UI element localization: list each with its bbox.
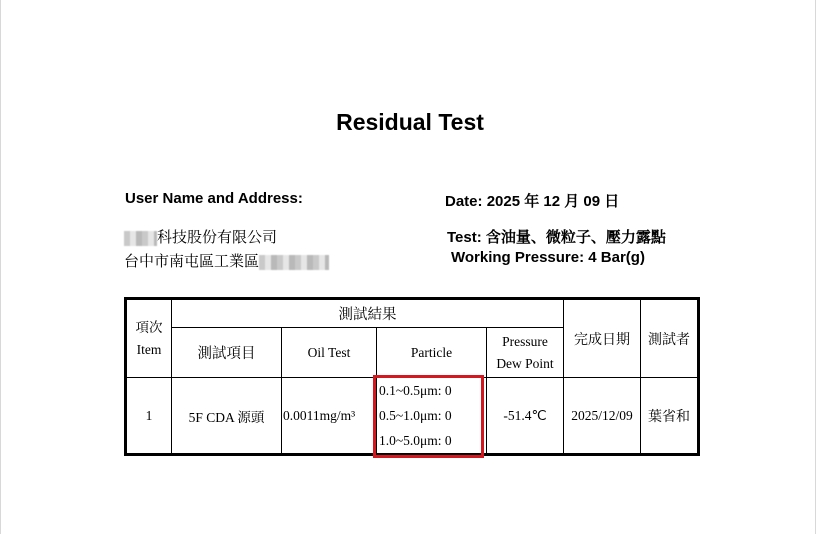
- date-label: Date:: [445, 193, 483, 210]
- table-header-row: [126, 299, 699, 328]
- page-edge: [815, 0, 816, 534]
- test-results-group-header: 測試結果: [172, 299, 564, 328]
- working-pressure: Working Pressure: 4 Bar(g): [451, 249, 645, 266]
- date-value: 2025 年 12 月 09 日: [486, 193, 620, 210]
- cell-pdp: -51.4℃: [487, 378, 564, 455]
- cell-test-item: 5F CDA 源頭: [172, 378, 282, 455]
- redacted-block: [259, 255, 329, 270]
- col-item-header: 項次 Item: [126, 299, 172, 378]
- col-oil-header: Oil Test: [282, 328, 377, 378]
- company-line: [124, 226, 277, 247]
- test-line: [447, 226, 666, 247]
- col-pdp-header: Pressure Dew Point: [487, 328, 564, 378]
- cell-tester: 葉省和: [641, 378, 699, 455]
- col-tester-header: 測試者: [641, 299, 699, 378]
- user-name-label: User Name and Address:: [125, 190, 303, 207]
- test-label: Test:: [447, 229, 482, 246]
- cell-item: 1: [126, 378, 172, 455]
- col-date-header: 完成日期: [564, 299, 641, 378]
- address-line: [124, 250, 329, 271]
- date-line: [445, 190, 619, 211]
- company-name: 科技股份有限公司: [157, 229, 278, 246]
- address: 台中市南屯區工業區: [124, 253, 260, 270]
- redacted-block: [124, 231, 157, 246]
- cell-date: 2025/12/09: [564, 378, 641, 455]
- document-title: Residual Test: [336, 109, 484, 135]
- particle-line: 1.0~5.0μm: 0: [379, 433, 452, 448]
- cell-oil: 0.0011mg/m³: [282, 378, 377, 455]
- col-particle-header: Particle: [377, 328, 487, 378]
- page-edge: [0, 0, 1, 534]
- col-test-item-header: 測試項目: [172, 328, 282, 378]
- particle-line: 0.5~1.0μm: 0: [379, 408, 452, 423]
- test-value: 含油量、微粒子、壓力露點: [485, 229, 666, 246]
- particle-line: 0.1~0.5μm: 0: [379, 383, 452, 398]
- particle-highlight-box: [373, 375, 484, 458]
